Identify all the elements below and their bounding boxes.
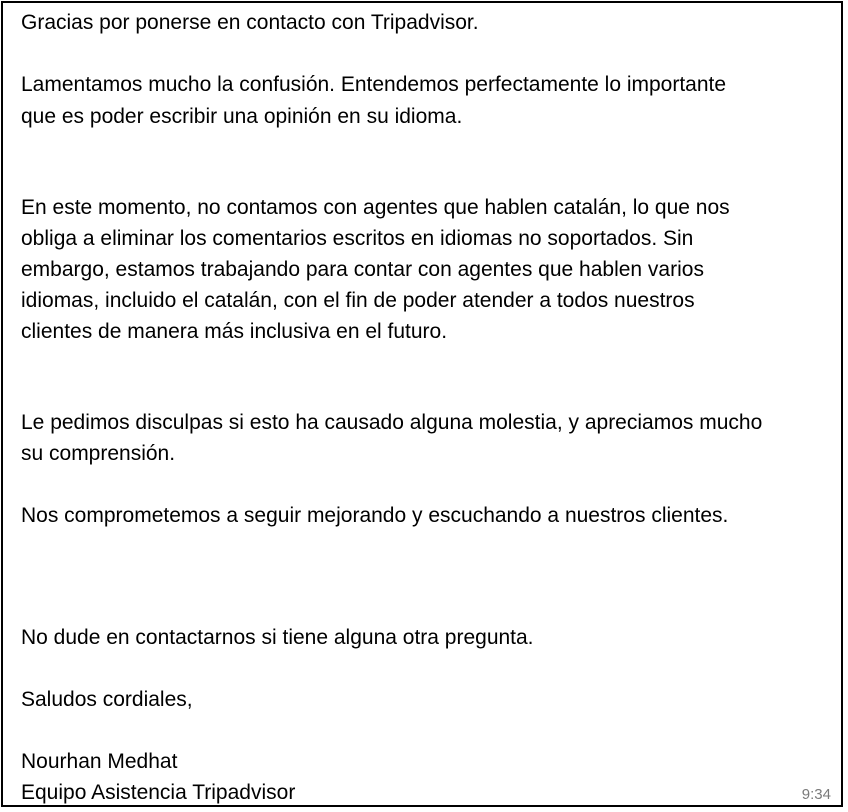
signature-name: Nourhan Medhat	[21, 750, 178, 773]
message-explanation-line: En este momento, no contamos con agentes que hablen catalán, lo que nos	[21, 196, 730, 219]
message-invitation: No dude en contactarnos si tiene alguna otra pregunta.	[21, 626, 534, 649]
message-greeting: Gracias por ponerse en contacto con Tripadvisor.	[21, 11, 479, 34]
message-apology-line: Lamentamos mucho la confusión. Entendemos perfectamente lo importante	[21, 73, 727, 96]
message-explanation-line: obliga a eliminar los comentarios escritos en idiomas no soportados. Sin	[21, 227, 694, 250]
message-explanation-line: idiomas, incluido el catalán, con el fin de poder atender a todos nuestros	[21, 289, 695, 312]
message-regret-line: su comprensión.	[21, 442, 176, 465]
message-regret-line: Le pedimos disculpas si esto ha causado alguna molestia, y apreciamos mucho	[21, 411, 763, 434]
message-bubble	[1, 1, 843, 807]
message-commitment: Nos comprometemos a seguir mejorando y escuchando a nuestros clientes.	[21, 504, 729, 527]
message-apology-line: que es poder escribir una opinión en su idioma.	[21, 105, 463, 128]
message-timestamp: 9:34	[801, 786, 831, 803]
message-explanation-line: clientes de manera más inclusiva en el futuro.	[21, 320, 448, 343]
message-explanation-line: embargo, estamos trabajando para contar con agentes que hablen varios	[21, 258, 704, 281]
message-closing: Saludos cordiales,	[21, 688, 193, 711]
signature-team: Equipo Asistencia Tripadvisor	[21, 781, 296, 804]
